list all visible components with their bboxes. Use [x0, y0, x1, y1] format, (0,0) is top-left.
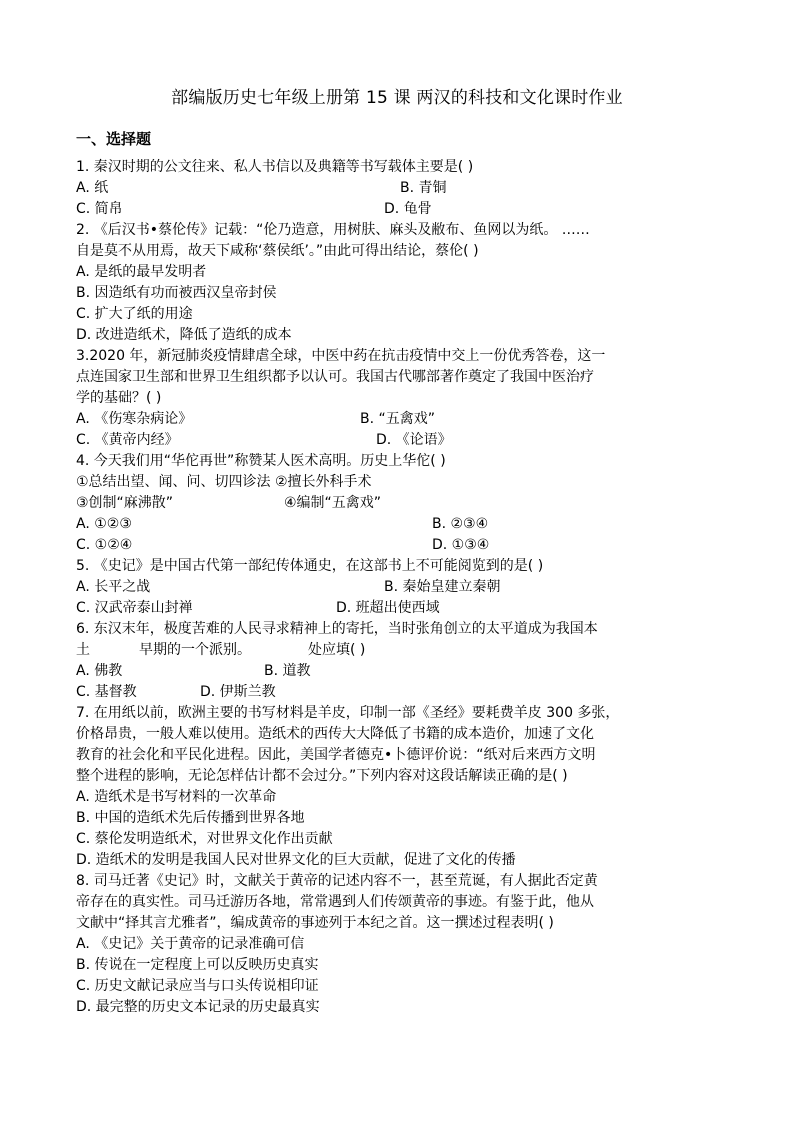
question-4-option-c: C. ①②④	[76, 537, 133, 553]
question-7-option-c: C. 蔡伦发明造纸术，对世界文化作出贡献	[76, 831, 333, 847]
question-6-stem-part-3: 处应填( )	[308, 642, 366, 658]
question-1-options-row-1	[76, 178, 716, 199]
question-5-option-d: D. 班超出使西域	[336, 600, 440, 616]
question-4-options-row-2	[76, 535, 716, 556]
question-7-stem-line-2: 价格昂贵，一般人难以使用。造纸术的西传大大降低了书籍的成本造价，加速了文化	[76, 726, 594, 742]
question-1-option-c: C. 简帛	[76, 201, 123, 217]
question-8-stem-line-2: 帝存在的真实性。司马迁游历各地，常常遇到人们传颂黄帝的事迹。有鉴于此，他从	[76, 894, 594, 910]
question-1-option-d: D. 龟骨	[384, 201, 432, 217]
question-3-options-row-1	[76, 409, 716, 430]
question-6-stem-line-1: 6. 东汉末年，极度苦难的人民寻求精神上的寄托，当时张角创立的太平道成为我国本	[76, 621, 598, 637]
question-7-option-b: B. 中国的造纸术先后传播到世界各地	[76, 810, 305, 826]
question-8-stem-line-3: 文献中“择其言尤雅者”，编成黄帝的事迹列于本纪之首。这一撰述过程表明( )	[76, 915, 554, 931]
question-8-option-a: A. 《史记》关于黄帝的记录准确可信	[76, 936, 305, 952]
question-6-options-row-1	[76, 661, 716, 682]
question-5-option-b: B. 秦始皇建立秦朝	[384, 579, 501, 595]
question-4-option-b: B. ②③④	[432, 516, 489, 532]
question-list	[76, 157, 716, 1018]
question-6-option-a: A. 佛教	[76, 663, 123, 679]
question-2-option-c: C. 扩大了纸的用途	[76, 306, 193, 322]
question-2-stem-line-2: 自是莫不从用焉，故天下咸称‘蔡侯纸’。”由此可得出结论，蔡伦( )	[76, 243, 479, 259]
question-5-stem: 5. 《史记》是中国古代第一部纪传体通史，在这部书上不可能阅览到的是( )	[76, 558, 544, 574]
question-1-option-a: A. 纸	[76, 180, 109, 196]
question-5-options-row-1	[76, 577, 716, 598]
section-heading: 一、选择题	[76, 130, 152, 148]
question-6-stem-line-2	[76, 640, 716, 661]
question-5-options-row-2	[76, 598, 716, 619]
question-4-items-line-1: ①总结出望、闻、问、切四诊法 ②擅长外科手术	[76, 474, 372, 490]
question-4-item-3: ③创制“麻沸散”	[76, 495, 174, 511]
question-6-option-d: D. 伊斯兰教	[200, 684, 276, 700]
question-1-option-b: B. 青铜	[400, 180, 447, 196]
question-4-options-row-1	[76, 514, 716, 535]
question-3-stem-line-1: 3.2020 年，新冠肺炎疫情肆虐全球，中医中药在抗击疫情中交上一份优秀答卷，这一	[76, 348, 606, 364]
question-6-options-row-2	[76, 682, 716, 703]
page-title: 部编版历史七年级上册第 15 课 两汉的科技和文化课时作业	[171, 88, 623, 108]
question-3-option-a: A. 《伤寒杂病论》	[76, 411, 193, 427]
question-8-option-b: B. 传说在一定程度上可以反映历史真实	[76, 957, 319, 973]
question-7-stem-line-1: 7. 在用纸以前，欧洲主要的书写材料是羊皮，印制一部《圣经》要耗费羊皮 300 多张，	[76, 705, 620, 721]
question-4-item-4: ④编制“五禽戏”	[284, 495, 382, 511]
question-8-stem-line-1: 8. 司马迁著《史记》时，文献关于黄帝的记述内容不一，甚至荒诞，有人据此否定黄	[76, 873, 598, 889]
question-6-stem-part-1: 土	[76, 642, 90, 658]
question-3-options-row-2	[76, 430, 716, 451]
question-8-option-c: C. 历史文献记录应当与口头传说相印证	[76, 978, 319, 994]
question-7-stem-line-4: 整个进程的影响，无论怎样估计都不会过分。”下列内容对这段话解读正确的是( )	[76, 768, 568, 784]
question-3-option-b: B. “五禽戏”	[360, 411, 436, 427]
question-7-option-d: D. 造纸术的发明是我国人民对世界文化的巨大贡献，促进了文化的传播	[76, 852, 516, 868]
question-2-option-a: A. 是纸的最早发明者	[76, 264, 207, 280]
question-2-option-b: B. 因造纸有功而被西汉皇帝封侯	[76, 285, 277, 301]
question-2-option-d: D. 改进造纸术，降低了造纸的成本	[76, 327, 292, 343]
question-6-stem-part-2: 早期的一个派别。	[139, 642, 251, 658]
question-1-options-row-2	[76, 199, 716, 220]
question-6-option-b: B. 道教	[264, 663, 311, 679]
question-4-stem: 4. 今天我们用“华佗再世”称赞某人医术高明。历史上华佗( )	[76, 453, 446, 469]
question-5-option-c: C. 汉武帝泰山封禅	[76, 600, 193, 616]
question-3-option-d: D. 《论语》	[376, 432, 452, 448]
question-8-option-d: D. 最完整的历史文本记录的历史最真实	[76, 999, 320, 1015]
question-6-option-c: C. 基督教	[76, 684, 137, 700]
question-3-stem-line-2: 点连国家卫生部和世界卫生组织都予以认可。我国古代哪部著作奠定了我国中医治疗	[76, 369, 594, 385]
question-2-stem-line-1: 2. 《后汉书•蔡伦传》记载：“伦乃造意，用树肤、麻头及敝布、鱼网以为纸。 ……	[76, 222, 590, 238]
question-4-option-d: D. ①③④	[432, 537, 490, 553]
question-7-stem-line-3: 教育的社会化和平民化进程。因此，美国学者德克•卜德评价说：“纸对后来西方文明	[76, 747, 596, 763]
question-4-items-line-2	[76, 493, 716, 514]
question-4-option-a: A. ①②③	[76, 516, 132, 532]
question-7-option-a: A. 造纸术是书写材料的一次革命	[76, 789, 277, 805]
question-1-stem: 1. 秦汉时期的公文往来、私人书信以及典籍等书写载体主要是( )	[76, 159, 474, 175]
question-3-option-c: C. 《黄帝内经》	[76, 432, 179, 448]
question-5-option-a: A. 长平之战	[76, 579, 151, 595]
question-3-stem-line-3: 学的基础？( )	[76, 390, 162, 406]
